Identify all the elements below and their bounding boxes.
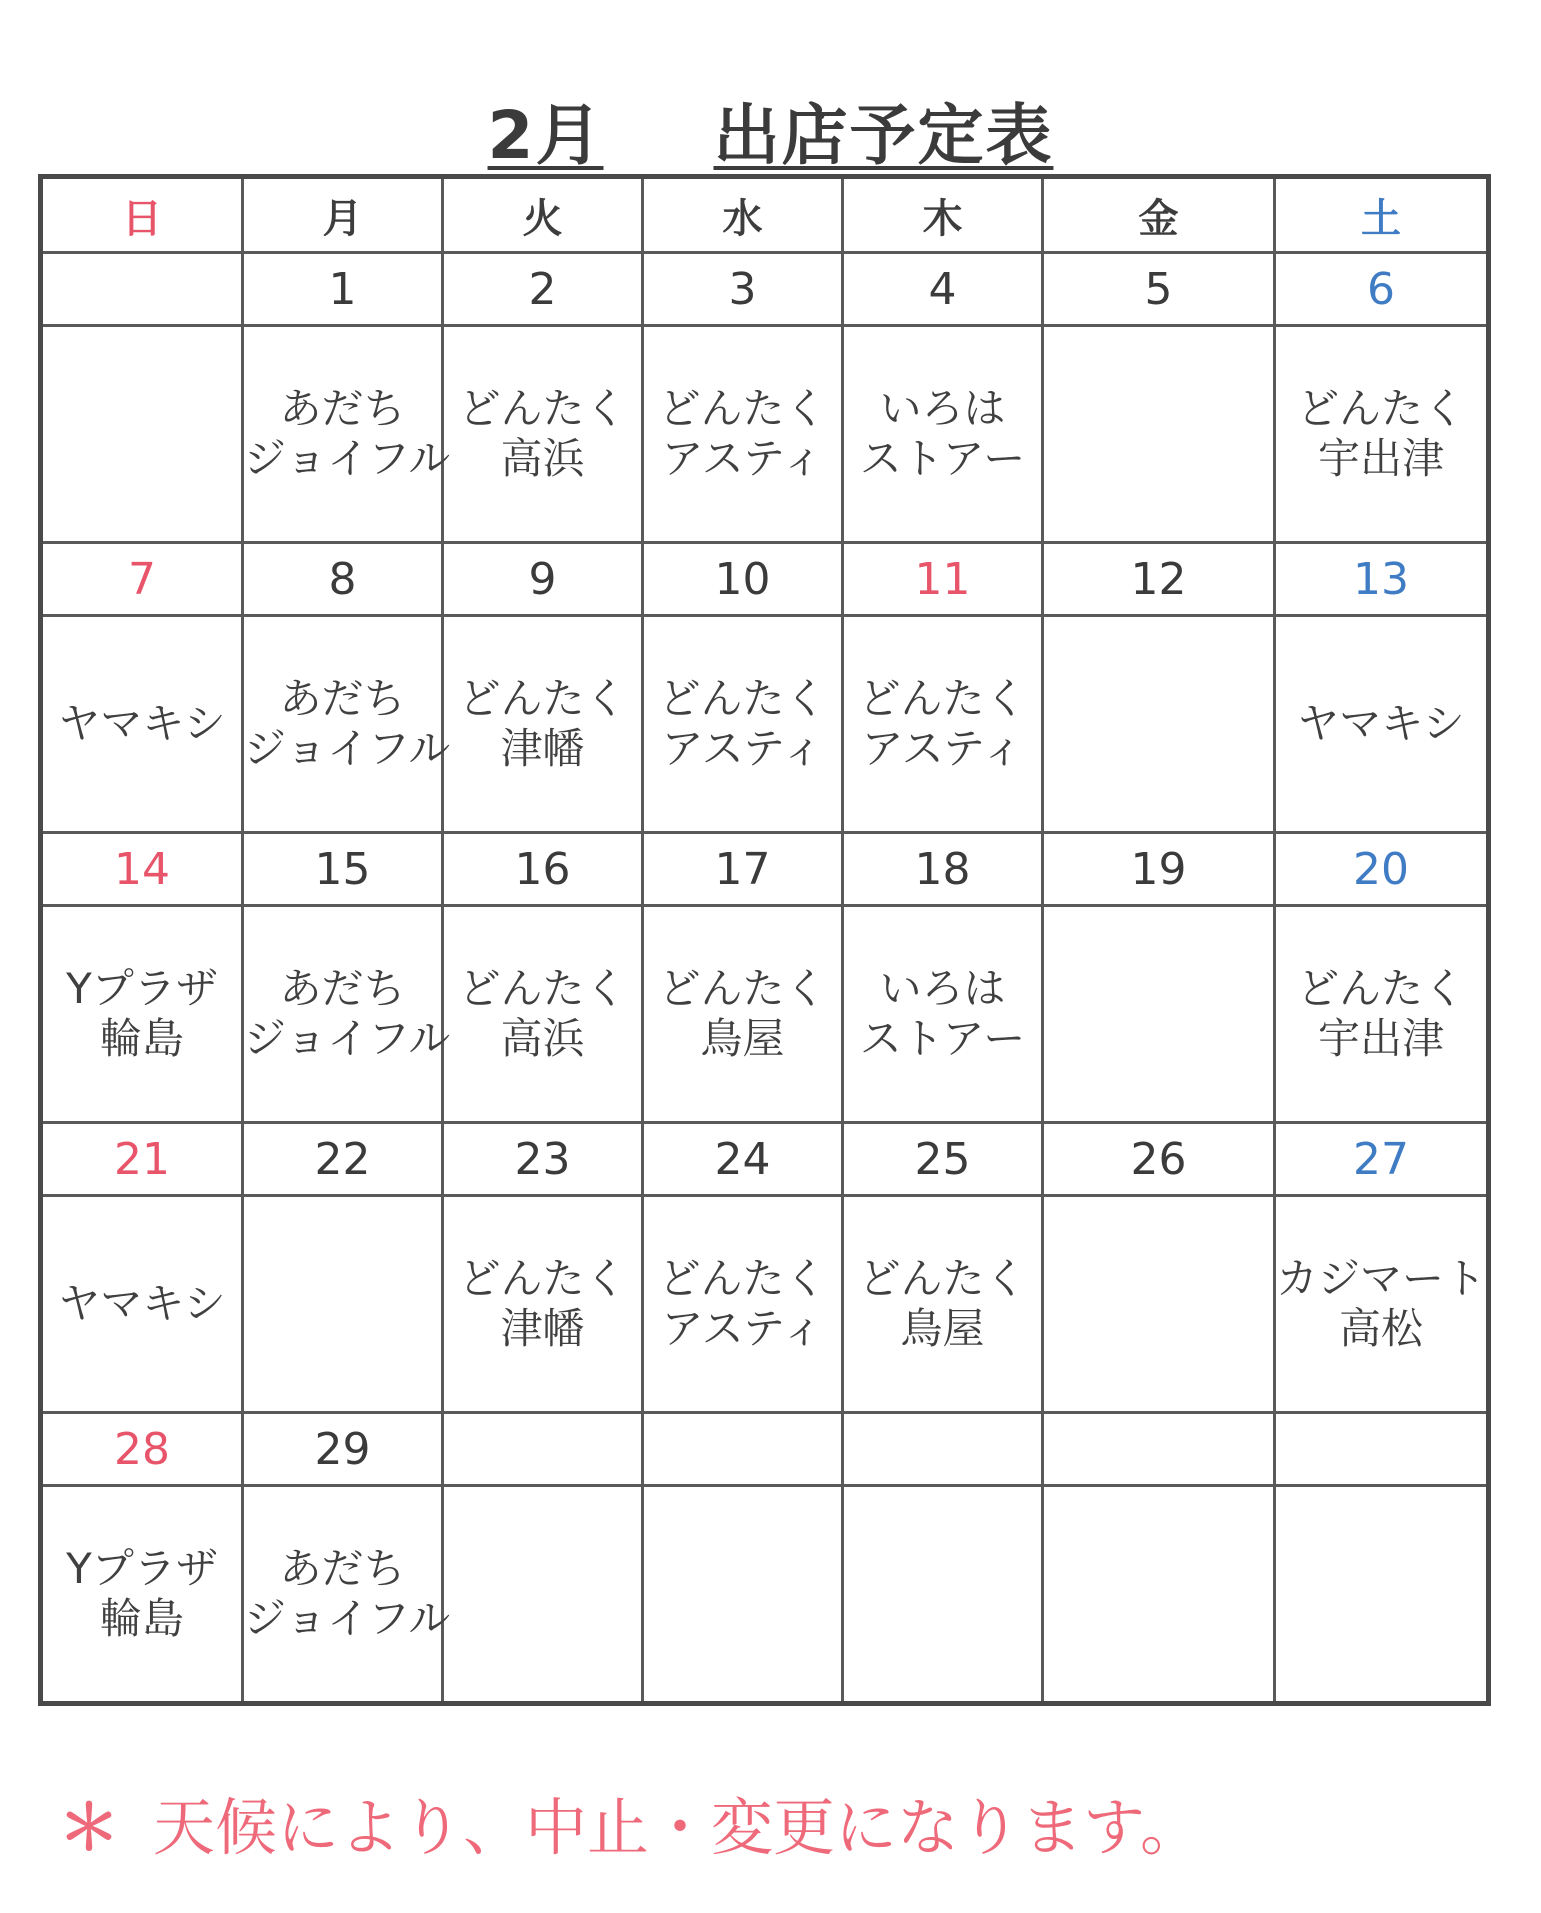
event-location: どんたく	[658, 964, 827, 1013]
date-number: 3	[643, 253, 843, 326]
event-cell	[243, 616, 451, 833]
event-location: アスティ	[661, 1304, 824, 1353]
weekday-sat: 土	[1275, 177, 1489, 253]
event-cell	[1275, 906, 1489, 1123]
event-location: 高浜	[500, 1014, 585, 1063]
weekday-fri: 金	[1043, 177, 1275, 253]
title-text: 出店予定表	[713, 97, 1054, 174]
event-location: 津幡	[500, 1304, 585, 1353]
event-location: 輪島	[99, 1594, 184, 1643]
event-cell	[843, 906, 1043, 1123]
weekday-wed: 水	[643, 177, 843, 253]
event-location: アスティ	[861, 724, 1024, 773]
event-location: どんたく	[458, 384, 627, 433]
event-cell	[443, 326, 643, 543]
event-cell	[41, 1196, 243, 1413]
event-location: いろは	[879, 384, 1006, 433]
event-cell	[643, 326, 843, 543]
page-title	[0, 82, 1541, 177]
event-row	[41, 616, 1489, 833]
event-cell	[1043, 616, 1275, 833]
event-location: どんたく	[658, 384, 827, 433]
event-location: どんたく	[458, 674, 627, 723]
event-row	[41, 1196, 1489, 1413]
date-number: 20	[1275, 833, 1489, 906]
event-location: 鳥屋	[900, 1304, 985, 1353]
event-location: ストアー	[859, 434, 1026, 483]
date-number: 9	[443, 543, 643, 616]
event-cell	[41, 1486, 243, 1704]
event-cell	[1043, 326, 1275, 543]
event-location: Yプラザ	[66, 964, 218, 1013]
date-row	[41, 543, 1489, 616]
date-number: 6	[1275, 253, 1489, 326]
weekday-tue: 火	[443, 177, 643, 253]
date-number: 2	[443, 253, 643, 326]
event-cell	[243, 1486, 451, 1704]
event-row	[41, 326, 1489, 543]
event-location: 津幡	[500, 724, 585, 773]
event-location: ジョイフル	[244, 1014, 451, 1063]
date-number: 16	[443, 833, 643, 906]
event-cell	[41, 326, 243, 543]
event-location: どんたく	[858, 1254, 1027, 1303]
event-cell	[243, 326, 451, 543]
event-cell	[1043, 906, 1275, 1123]
event-cell	[843, 1486, 1043, 1704]
event-location: どんたく	[458, 964, 627, 1013]
date-number: 1	[243, 253, 443, 326]
title-month: 2月	[487, 97, 604, 174]
date-number	[443, 1413, 643, 1486]
event-location: カジマート	[1276, 1254, 1487, 1303]
event-location: 輪島	[99, 1014, 184, 1063]
event-location: ヤマキシ	[58, 1279, 226, 1328]
event-cell	[41, 906, 243, 1123]
event-row	[41, 906, 1489, 1123]
weekday-thu: 木	[843, 177, 1043, 253]
date-row	[41, 833, 1489, 906]
date-row	[41, 253, 1489, 326]
date-number: 8	[243, 543, 443, 616]
date-number	[843, 1413, 1043, 1486]
date-number: 14	[41, 833, 243, 906]
date-number: 7	[41, 543, 243, 616]
weather-notice	[58, 1778, 1202, 1867]
event-row	[41, 1486, 1489, 1704]
date-number: 25	[843, 1123, 1043, 1196]
event-location: あだち	[279, 674, 406, 723]
date-number: 12	[1043, 543, 1275, 616]
date-number: 11	[843, 543, 1043, 616]
event-cell	[443, 906, 643, 1123]
date-number	[1043, 1413, 1275, 1486]
date-number	[1275, 1413, 1489, 1486]
event-cell	[243, 1196, 443, 1413]
event-location: Yプラザ	[66, 1544, 218, 1593]
event-cell	[443, 1486, 643, 1704]
event-location: どんたく	[658, 674, 827, 723]
date-number	[41, 253, 243, 326]
event-cell	[843, 616, 1043, 833]
event-cell	[843, 326, 1043, 543]
date-row	[41, 1413, 1489, 1486]
event-location: ジョイフル	[244, 1594, 451, 1643]
event-location: 高松	[1338, 1304, 1423, 1353]
weekday-sun: 日	[41, 177, 243, 253]
event-cell	[443, 616, 643, 833]
event-cell	[643, 1486, 843, 1704]
event-cell	[1275, 1486, 1489, 1704]
date-number: 19	[1043, 833, 1275, 906]
event-location: 宇出津	[1317, 434, 1444, 483]
event-location: あだち	[279, 384, 406, 433]
event-cell	[1043, 1196, 1275, 1413]
event-location: 高浜	[500, 434, 585, 483]
date-number: 26	[1043, 1123, 1275, 1196]
date-number: 15	[243, 833, 443, 906]
date-number: 22	[243, 1123, 443, 1196]
event-location: 宇出津	[1317, 1014, 1444, 1063]
event-location: アスティ	[661, 724, 824, 773]
date-number: 10	[643, 543, 843, 616]
date-number: 13	[1275, 543, 1489, 616]
event-cell	[243, 906, 451, 1123]
event-cell	[843, 1196, 1043, 1413]
event-location: ヤマキシ	[1297, 699, 1465, 748]
notice-text: 天候により、中止・変更になります。	[153, 1791, 1203, 1864]
event-cell	[643, 616, 843, 833]
event-location: あだち	[279, 1544, 406, 1593]
event-location: ストアー	[859, 1014, 1026, 1063]
date-number: 21	[41, 1123, 243, 1196]
event-cell	[41, 616, 243, 833]
event-cell	[1275, 326, 1489, 543]
event-cell	[643, 1196, 843, 1413]
date-row	[41, 1123, 1489, 1196]
event-location: いろは	[879, 964, 1006, 1013]
date-number: 17	[643, 833, 843, 906]
date-number: 5	[1043, 253, 1275, 326]
event-cell	[1043, 1486, 1275, 1704]
event-cell	[443, 1196, 643, 1413]
asterisk-icon: ＊	[58, 1791, 121, 1864]
event-cell	[1275, 1196, 1489, 1413]
date-number: 29	[243, 1413, 443, 1486]
event-location: 鳥屋	[700, 1014, 785, 1063]
event-location: ジョイフル	[244, 434, 451, 483]
event-location: どんたく	[1296, 384, 1465, 433]
date-number: 24	[643, 1123, 843, 1196]
date-number: 28	[41, 1413, 243, 1486]
event-location: どんたく	[858, 674, 1027, 723]
date-number: 27	[1275, 1123, 1489, 1196]
schedule-calendar	[38, 174, 1491, 1706]
event-location: どんたく	[458, 1254, 627, 1303]
event-cell	[643, 906, 843, 1123]
weekday-mon: 月	[243, 177, 443, 253]
date-number: 23	[443, 1123, 643, 1196]
weekday-header-row	[41, 177, 1489, 253]
event-cell	[1275, 616, 1489, 833]
date-number: 4	[843, 253, 1043, 326]
event-location: どんたく	[1296, 964, 1465, 1013]
date-number: 18	[843, 833, 1043, 906]
event-location: あだち	[279, 964, 406, 1013]
event-location: アスティ	[661, 434, 824, 483]
date-number	[643, 1413, 843, 1486]
event-location: どんたく	[658, 1254, 827, 1303]
event-location: ジョイフル	[244, 724, 451, 773]
event-location: ヤマキシ	[58, 699, 226, 748]
